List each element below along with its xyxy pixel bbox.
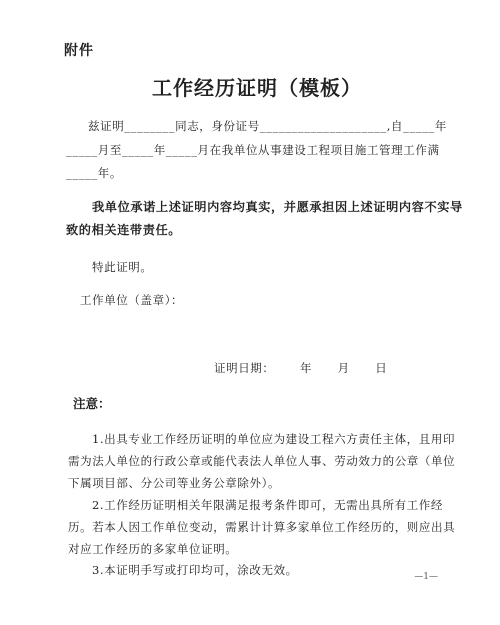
special-proof-text: 特此证明。: [92, 260, 153, 274]
page-number: —1—: [414, 572, 438, 582]
body-line-1: 兹证明________同志，身份证号____________________,自_____年: [88, 119, 448, 133]
note-1-line-3: 下属项目部、分公司等业务公章除外）。: [68, 476, 281, 490]
employer-seal-label: 工作单位（盖章）：: [80, 293, 184, 307]
commitment-line-1: 我单位承诺上述证明内容均真实，并愿承担因上述证明内容不实导: [92, 200, 463, 214]
note-1-line-2: 需为法人单位的行政公章或能代表法人单位人事、劳动效力的公章（单位: [68, 454, 456, 468]
note-2-line-1: 2.工作经历证明相关年限满足报考条件即可，无需出具所有工作经: [92, 498, 443, 512]
notes-title: 注意：: [73, 396, 111, 411]
attachment-label: 附件: [64, 43, 94, 59]
commitment-line-2: 致的相关连带责任。: [66, 223, 182, 237]
note-1-line-1: 1.出具专业工作经历证明的单位应为建设工程六方责任主体，且用印: [92, 432, 456, 446]
body-line-2: _____月至_____年_____月在我单位从事建设工程项目施工管理工作满: [66, 143, 440, 157]
note-2-line-2: 历。若本人因工作单位变动，需累计计算多家单位工作经历的，则应出具: [68, 520, 456, 534]
note-3: 3.本证明手写或打印均可，涂改无效。: [92, 563, 298, 577]
note-2-line-3: 对应工作经历的多家单位证明。: [68, 542, 238, 556]
proof-date-label: 证明日期： 年 月 日: [214, 361, 388, 375]
document-title: 工作经历证明（模板）: [152, 76, 362, 100]
body-line-3: _____年。: [66, 166, 122, 180]
